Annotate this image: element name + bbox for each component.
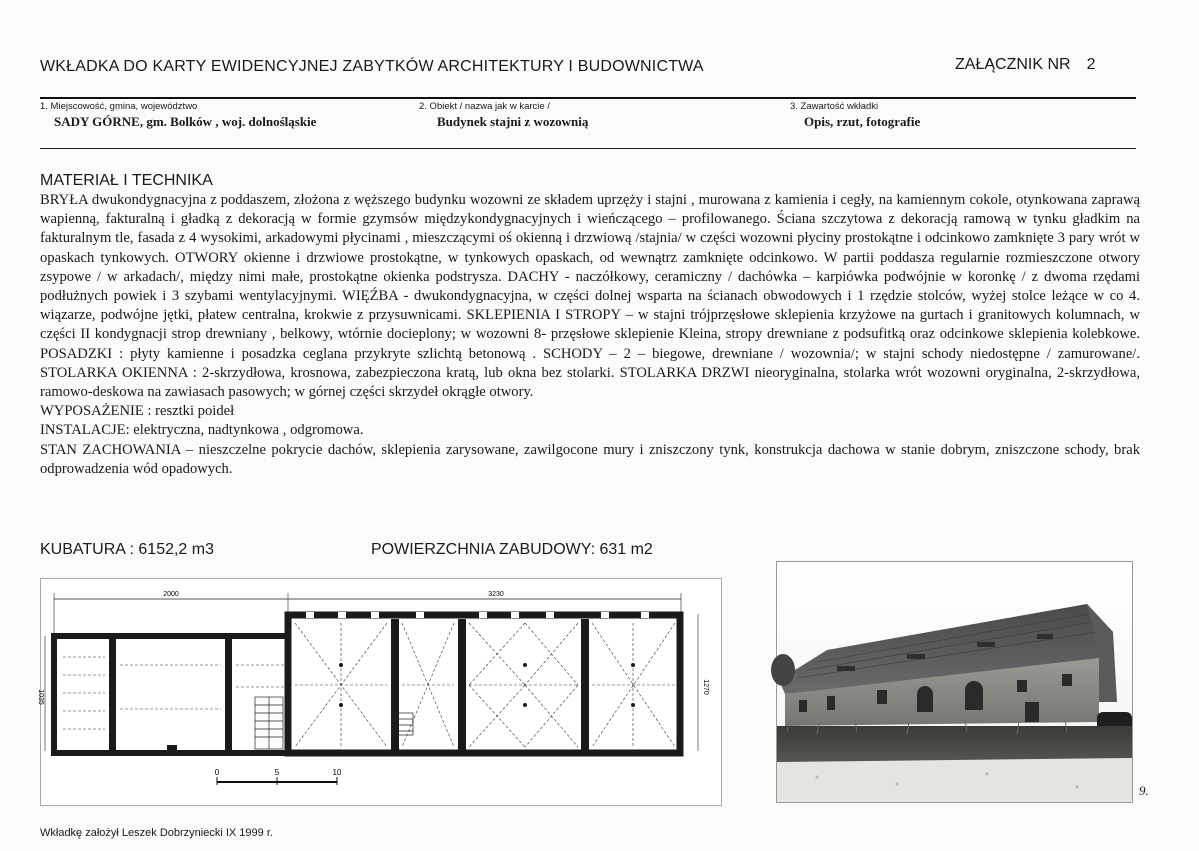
field-contents-value: Opis, rzut, fotografie: [804, 114, 921, 129]
field-object-value: Budynek stajni z wozownią: [437, 114, 589, 129]
floor-plan-drawing: [37, 579, 721, 805]
scale-label-5: 5: [274, 768, 280, 777]
description-paragraph-installations: INSTALACJE: elektryczna, nadtynkowa , odgromowa.: [40, 422, 364, 439]
document-title: WKŁADKA DO KARTY EWIDENCYJNEJ ZABYTKÓW ARCHITEKTURY I BUDOWNICTWA: [40, 58, 704, 75]
dimension-label-left: 2000: [163, 591, 179, 598]
header-rule-bottom: [40, 148, 1136, 149]
attachment-label: [955, 56, 1095, 74]
building-photo: [776, 561, 1133, 803]
attachment-number: 2: [1086, 56, 1096, 73]
field-contents: [790, 101, 920, 130]
building-photo-image: [777, 562, 1132, 802]
description-paragraph-main: BRYŁA dwukondygnacyjna z poddaszem, złożona z węższego budynku wozowni ze składem uprzęży i stajni , murowana z kamienia i cegły, na kamiennym cokole, otynkowana zaprawą wapienną, fakturalną i gładką z dekoracją w formie gzymsów międzykondygnacyjnych i wieńczącego – profilowanego. Ściana szczytowa z dekoracją ramową w tynku gładkim na fakturalnym tle, fasada z 4 wysokimi, arkadowymi płycinami , mieszczącymi oś okienną i drzwiową /stajnia/ w części wozowni płyciny prostokątne i odcinkowo zamknięte 3 pary wrót w opaskach tynkowych. OTWORY okienne i drzwiowe prostokątne, w tynkowych opaskach, od wewnątrz zamknięte odcinkowo. W partii poddasza regularnie rozmieszczone otwory zsypowe / w arkadach/, między nimi małe, prostokątne okienka podstrysza. DACHY - naczółkowy, ceramiczny / dachówka – karpiówka podwójnie w koronkę / z dwoma rzędami podłużnych powiek i 3 szybami wentylacyjnymi. WIĘŹBA - dwukondygnacyjna, w części dolnej wsparta na ścianach obwodowych i 1 rzędzie stolców, wyżej stolce leżące w co 4. wiązarze, podwójne jętki, płatew centralna, krokwie z przysuwnicami. SKLEPIENIA I STROPY – w stajni trójprzęsłowe sklepienia krzyżowe na gurtach i granitowych kolumnach, w części II kondygnacji strop drewniany , belkowy, wtórnie docieplony; w wozowni 8- przęsłowe sklepienie Kleina, stropy drewniane z podsufitką oraz odcinkowe sklepienia kolebkowe. POSADZKI : płyty kamienne i posadzka ceglana przykryte szlichtą betonową . SCHODY – 2 – biegowe, drewniane / wozownia/; w stajni schody niedostępne / zamurowane/. STOLARKA OKIENNA : 2-skrzydłowa, krosnowa, zabezpieczona kratą, lub okna bez stolarki. STOLARKA DRZWI nieoryginalna, stolarka wrót wozowni oryginalna, 2-skrzydłowa, ramowo-deskowa na zawiasach pasowych; w górnej części skrzydeł okrągłe otwory.: [40, 192, 1140, 401]
description-paragraph-equipment: WYPOSAŻENIE : resztki poideł: [40, 403, 235, 420]
footer-author: Wkładkę założył Leszek Dobrzyniecki IX 1999 r.: [40, 827, 273, 839]
dimension-label-height-left: 1035: [37, 689, 44, 705]
field-location-label: 1. Miejscowość, gmina, województwo: [40, 101, 198, 112]
floor-plan: [37, 578, 722, 806]
description-paragraph-condition: STAN ZACHOWANIA – nieszczelne pokrycie dachów, sklepienia zarysowane, zawilgocone mury i zniszczony tynk, konstrukcja dachowa w stanie dobrym, zniszczone schody, brak odprowadzenia wód opadowych.: [40, 441, 1140, 477]
section-title: MATERIAŁ I TECHNIKA: [40, 172, 213, 189]
field-object-label: 2. Obiekt / nazwa jak w karcie /: [419, 101, 550, 112]
field-contents-label: 3. Zawartość wkładki: [790, 101, 879, 112]
description-body: [40, 191, 1140, 479]
field-object: [419, 101, 588, 130]
field-location-value: SADY GÓRNE, gm. Bolków , woj. dolnośląskie: [54, 114, 317, 129]
field-location: [40, 101, 316, 130]
kubatura-value: KUBATURA : 6152,2 m3: [40, 541, 214, 558]
dimension-label-height-right: 1270: [702, 679, 709, 695]
scale-label-10: 10: [332, 768, 342, 777]
attachment-label-text: ZAŁĄCZNIK NR: [955, 56, 1071, 73]
powierzchnia-value: POWIERZCHNIA ZABUDOWY: 631 m2: [371, 541, 653, 558]
page-number: 9.: [1139, 783, 1149, 798]
scale-label-0: 0: [214, 768, 220, 777]
dimension-label-right: 3230: [488, 591, 504, 598]
scale-bar: [215, 768, 342, 785]
header-rule-top: [40, 97, 1136, 99]
